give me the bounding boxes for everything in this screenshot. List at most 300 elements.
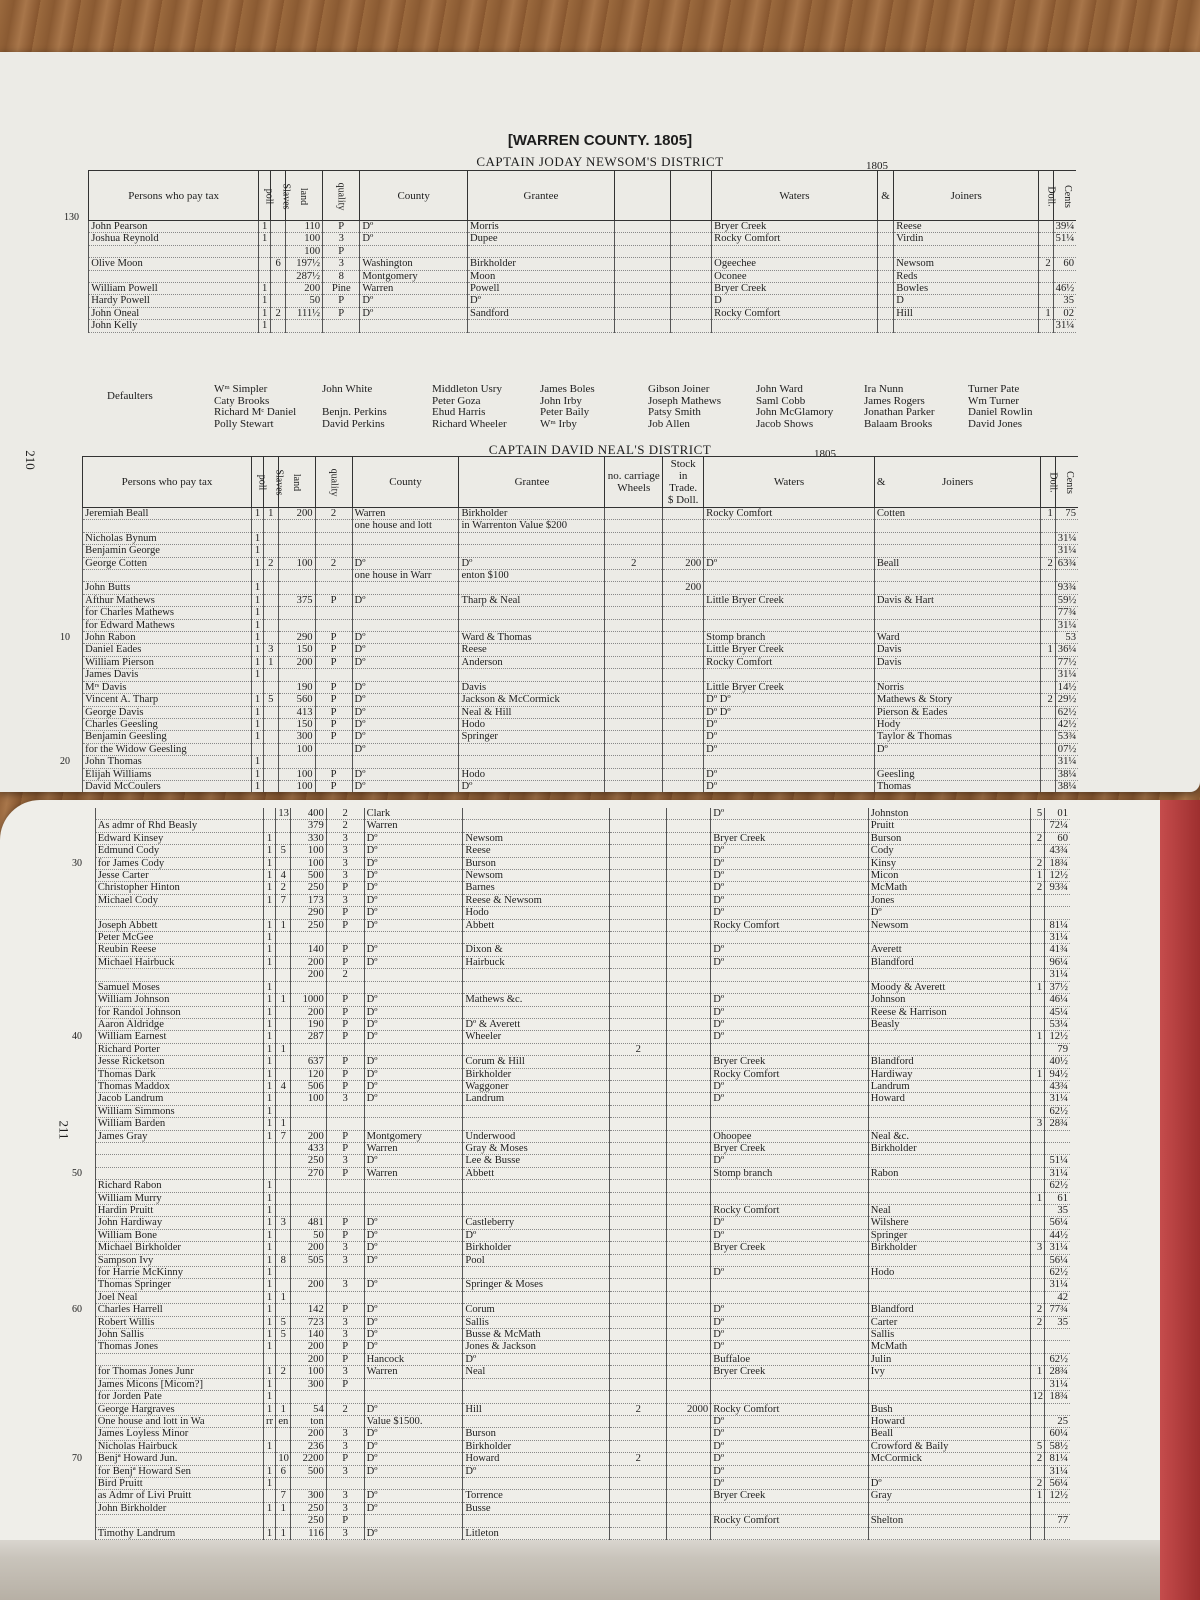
cell-slaves: 7 [276,894,291,906]
cell-grantee: Springer [459,731,605,743]
cell-joiners: Neal &c. [868,1130,1030,1142]
cell-grantee: Dº [459,780,605,792]
table-row [70,1254,1070,1266]
cell-qual: P [326,1453,364,1465]
cell-name: Thomas Dark [95,1068,263,1080]
table-row [58,545,1078,557]
cell-doll [1030,1155,1045,1167]
cell-slaves [276,1304,291,1316]
cell-empty [614,221,670,233]
cell-doll [1030,1378,1045,1390]
line-marker [70,1018,95,1030]
cell-joiners: Blandford [868,1304,1030,1316]
cell-slaves [271,233,285,245]
cell-county: Dº [364,1490,463,1502]
cell-doll [1041,545,1055,557]
cell-doll [1030,1341,1045,1353]
line-marker [70,1006,95,1018]
cell-slaves: 2 [276,1366,291,1378]
cell-slaves [271,270,285,282]
page-number-211: 211 [56,1120,72,1140]
column-header [1055,457,1078,508]
cell-stock [667,1130,711,1142]
cell-doll: 2 [1030,1453,1045,1465]
cell-stock [667,1217,711,1229]
cell-joiners: Shelton [868,1515,1030,1527]
cell-wheels [610,1465,667,1477]
cell-qual [323,320,360,332]
line-marker [70,1130,95,1142]
cell-qual [315,756,352,768]
cell-poll: 1 [263,1316,276,1328]
cell-doll [1030,1180,1045,1192]
cell-joiners: Davis [874,644,1041,656]
line-marker [70,1093,95,1105]
column-header-label: Doll. [1045,185,1057,207]
cell-grantee [463,1118,610,1130]
table-row [70,1304,1070,1316]
cell-cents: 45¼ [1045,1006,1070,1018]
cell-poll: 1 [251,756,263,768]
cell-cents: 62½ [1045,1180,1070,1192]
cell-doll [1041,669,1055,681]
cell-slaves [271,245,285,257]
table-row [70,820,1070,832]
cell-joiners: Newsom [894,258,1039,270]
cell-name [89,270,259,282]
cell-wheels: 2 [610,1403,667,1415]
cell-wheels [610,1142,667,1154]
line-marker [70,1242,95,1254]
cell-wheels: 2 [610,1453,667,1465]
cell-name: Benjª Howard Jun. [95,1453,263,1465]
cell-stock: 200 [663,582,704,594]
cell-qual: P [326,1068,364,1080]
cell-slaves [264,532,278,544]
cell-wheels [610,1341,667,1353]
cell-land: 100 [285,233,322,245]
cell-name: Benjamin Geesling [83,731,252,743]
cell-land [278,582,315,594]
cell-name: William Barden [95,1118,263,1130]
cell-county: Dº [364,1428,463,1440]
cell-name: As admr of Rhd Beasly [95,820,263,832]
cell-wheels [605,743,663,755]
page-edges [0,1540,1160,1600]
cell-stock [663,532,704,544]
cell-slaves [264,632,278,644]
cell-poll: 1 [263,1043,276,1055]
cell-poll: 1 [251,607,263,619]
cell-wheels [605,607,663,619]
cell-joiners [868,1031,1030,1043]
cell-stock [667,1440,711,1452]
cell-county: Dº [364,1465,463,1477]
cell-stock [667,1155,711,1167]
cell-county: Dº [364,845,463,857]
cell-cents: 62½ [1045,1105,1070,1117]
cell-cents: 35 [1045,1316,1070,1328]
cell-wheels [610,870,667,882]
cell-county: Dº [364,870,463,882]
cell-name: John Pearson [89,221,259,233]
cell-cents [1045,1130,1070,1142]
cell-land [278,619,315,631]
cell-joiners [874,532,1041,544]
cell-doll: 5 [1030,1440,1045,1452]
cell-slaves [276,1229,291,1241]
cell-county: Dº [364,1229,463,1241]
cell-slaves [276,1267,291,1279]
cell-grantee [463,1378,610,1390]
cell-poll: 1 [251,557,263,569]
cell-county: Dº [364,1242,463,1254]
line-marker [70,1502,95,1514]
cell-wheels [610,1217,667,1229]
cell-qual [326,1477,364,1489]
cell-wheels [610,994,667,1006]
cell-joiners [868,1043,1030,1055]
cell-stock [663,743,704,755]
cell-stock [667,1254,711,1266]
cell-waters: Dº [711,1428,869,1440]
cell-doll: 1 [1039,307,1053,319]
line-marker [66,295,89,307]
cell-empty [614,320,670,332]
column-header [605,457,663,508]
cell-stock [667,1502,711,1514]
cell-grantee: Morris [467,221,614,233]
cell-name: for the Widow Geesling [83,743,252,755]
cell-name [95,907,263,919]
cell-joiners: Pruitt [868,820,1030,832]
cell-wheels [605,669,663,681]
cell-wheels [610,1242,667,1254]
cell-waters: Rocky Comfort [711,1515,869,1527]
cell-stock [663,731,704,743]
cell-stock [663,694,704,706]
cell-slaves [264,718,278,730]
cell-empty [877,307,894,319]
cell-slaves [276,1155,291,1167]
cell-cents: 62½ [1045,1267,1070,1279]
cell-land [278,756,315,768]
cell-doll: 2 [1030,1477,1045,1489]
cell-poll: 1 [263,1242,276,1254]
cell-grantee [463,1477,610,1489]
cell-slaves [276,981,291,993]
cell-cents: 31¼ [1055,619,1078,631]
cell-county: Dº [352,743,459,755]
cell-slaves: 7 [276,1490,291,1502]
cell-wheels [605,706,663,718]
defaulters-column [432,384,507,430]
cell-name: Edmund Cody [95,845,263,857]
column-header-label: Persons who pay tax [121,476,213,488]
cell-poll [251,743,263,755]
cell-grantee [467,245,614,257]
cell-wheels: 2 [605,557,663,569]
cell-grantee: Birkholder [463,1242,610,1254]
defaulters-column [540,384,595,430]
cell-stock [667,808,711,820]
line-marker [70,981,95,993]
cell-stock [667,981,711,993]
cell-name: George Davis [83,706,252,718]
cell-grantee: Landrum [463,1093,610,1105]
cell-grantee [463,1192,610,1204]
cell-joiners: Springer [868,1229,1030,1241]
line-marker [58,706,83,718]
line-marker [70,919,95,931]
cell-poll: 1 [263,1440,276,1452]
cell-doll [1039,283,1053,295]
cell-waters [704,570,875,582]
cell-poll: rr [263,1415,276,1427]
cell-land: 287 [291,1031,327,1043]
cell-county [364,1192,463,1204]
cell-cents: 53 [1055,632,1078,644]
cell-cents: 46½ [1053,283,1076,295]
table-row [70,1403,1070,1415]
cell-name: Hardy Powell [89,295,259,307]
cell-cents [1055,520,1078,532]
cell-county: Dº [364,1304,463,1316]
cell-county [364,969,463,981]
cell-empty [670,233,711,245]
table-row [58,570,1078,582]
cell-name: John Birkholder [95,1502,263,1514]
cell-qual: 3 [326,857,364,869]
cell-slaves [264,681,278,693]
cell-qual: 3 [326,1155,364,1167]
cell-cents: 31¼ [1045,1093,1070,1105]
cell-poll: 1 [263,1254,276,1266]
cell-qual [315,545,352,557]
cell-slaves: 1 [276,1118,291,1130]
table-row [70,1515,1070,1527]
cell-qual: P [315,780,352,792]
cell-name: Jesse Carter [95,870,263,882]
cell-grantee: Corum & Hill [463,1056,610,1068]
cell-joiners: Hardiway [868,1068,1030,1080]
cell-slaves [276,1167,291,1179]
cell-qual [326,1415,364,1427]
cell-grantee: Dixon & [463,944,610,956]
defaulter-name: Wᵐ Irby [540,417,577,430]
cell-wheels [610,1267,667,1279]
cell-wheels [605,694,663,706]
column-header [877,171,894,221]
cell-doll: 2 [1030,1316,1045,1328]
cell-doll [1030,1502,1045,1514]
cell-county [364,1105,463,1117]
cell-name: John Sallis [95,1329,263,1341]
cell-poll [258,258,270,270]
cell-qual: P [326,1018,364,1030]
cell-qual: 2 [326,808,364,820]
cell-qual [326,1105,364,1117]
cell-stock [663,594,704,606]
cell-poll: 1 [263,1341,276,1353]
cell-cents: 43¾ [1045,845,1070,857]
cell-land: 270 [291,1167,327,1179]
cell-poll [263,1515,276,1527]
cell-land [285,320,322,332]
column-header-label: County [397,189,430,202]
column-header [1039,171,1057,221]
cell-doll [1030,1515,1045,1527]
page211-tax-table [70,808,1070,1540]
cell-name: William Simmons [95,1105,263,1117]
cell-land: 110 [285,221,322,233]
cell-doll [1039,245,1053,257]
cell-poll [251,570,263,582]
line-marker: 10 [60,632,70,644]
cell-name: John Thomas [83,756,252,768]
cell-waters: Dº [711,1006,869,1018]
cell-doll [1030,1093,1045,1105]
cell-wheels [605,780,663,792]
cell-land: 100 [291,1366,327,1378]
cell-waters: Dº [711,857,869,869]
line-marker: 40 [72,1031,82,1043]
cell-doll: 2 [1030,857,1045,869]
cell-cents: 42 [1045,1291,1070,1303]
cell-wheels [610,1329,667,1341]
cell-joiners: Johnson [868,994,1030,1006]
cell-poll: 1 [263,857,276,869]
line-marker [58,607,83,619]
cell-wheels [605,731,663,743]
table-row [70,1391,1070,1403]
cell-waters: Dº [711,1217,869,1229]
table-row [58,532,1078,544]
cell-qual: 2 [326,1403,364,1415]
cell-wheels [605,570,663,582]
cell-waters: Ohoopee [711,1130,869,1142]
cell-qual: 2 [326,820,364,832]
cell-poll: 1 [263,894,276,906]
table-row [66,320,1076,332]
cell-poll: 1 [263,1205,276,1217]
cell-poll [263,907,276,919]
cell-stock [663,508,704,520]
cell-slaves [264,594,278,606]
cell-slaves [264,756,278,768]
cell-land: 190 [291,1018,327,1030]
cell-grantee: Dº [463,1353,610,1365]
cell-poll: 1 [251,706,263,718]
table-row [70,1155,1070,1167]
column-header-label: poll [256,474,268,491]
line-marker [70,1353,95,1365]
defaulter-name: Gibson Joiner [648,383,710,395]
cell-land: 250 [291,1155,327,1167]
cell-joiners: Norris [874,681,1041,693]
cell-grantee: Burson [463,857,610,869]
cell-county: Dº [364,956,463,968]
cell-waters [711,1254,869,1266]
district2-year: 1805 [814,448,836,460]
cell-slaves: 1 [276,1291,291,1303]
cell-cents: 01 [1045,808,1070,820]
cell-doll [1039,295,1053,307]
cell-grantee: Powell [467,283,614,295]
cell-wheels [610,1477,667,1489]
cell-land [291,1205,327,1217]
cell-joiners: Taylor & Thomas [874,731,1041,743]
cell-county: Dº [352,731,459,743]
cell-cents: 36¼ [1055,644,1078,656]
cell-qual: P [326,994,364,1006]
cell-doll: 1 [1030,1192,1045,1204]
cell-waters: Dº [711,1415,869,1427]
cell-wheels [605,619,663,631]
table-row [70,808,1070,820]
table-row [70,944,1070,956]
cell-poll: 1 [263,981,276,993]
cell-empty [877,245,894,257]
cell-poll [263,808,276,820]
cell-waters: Dº Dº [704,706,875,718]
cell-joiners: Julin [868,1353,1030,1365]
cell-county [352,607,459,619]
cell-grantee [463,1391,610,1403]
table-row [70,1080,1070,1092]
defaulter-name: Ehud Harris [432,406,486,418]
cell-waters: Dº [704,768,875,780]
cell-slaves: 5 [264,694,278,706]
table-row [70,1006,1070,1018]
line-marker [58,656,83,668]
line-marker [70,1291,95,1303]
column-header [83,457,252,508]
cell-cents: 77¾ [1055,607,1078,619]
cell-name: John Hardiway [95,1217,263,1229]
line-marker [70,832,95,844]
defaulter-name: David Jones [968,417,1023,430]
cell-waters: Dº [711,808,869,820]
cell-qual: P [326,956,364,968]
line-marker [70,1080,95,1092]
cell-wheels [605,520,663,532]
cell-qual: 3 [323,233,360,245]
cell-land: 433 [291,1142,327,1154]
cell-qual: P [323,245,360,257]
cell-doll: 2 [1041,694,1055,706]
cell-empty [877,283,894,295]
line-marker [70,894,95,906]
cell-grantee [459,669,605,681]
cell-name: Vincent A. Tharp [83,694,252,706]
cell-grantee: Busse [463,1502,610,1514]
column-header [894,171,1039,221]
cell-empty [670,221,711,233]
cell-grantee: Hodo [459,718,605,730]
cell-land [278,570,315,582]
table-row [70,1440,1070,1452]
line-marker [66,307,89,319]
cell-joiners: Geesling [874,768,1041,780]
cell-slaves [276,857,291,869]
cell-slaves [271,221,285,233]
column-header-label: Joiners [942,476,974,488]
cell-cents: 02 [1053,307,1076,319]
cell-joiners [868,1502,1030,1514]
cell-joiners: Newsom [868,919,1030,931]
defaulter-name: Peter Goza [432,394,481,407]
